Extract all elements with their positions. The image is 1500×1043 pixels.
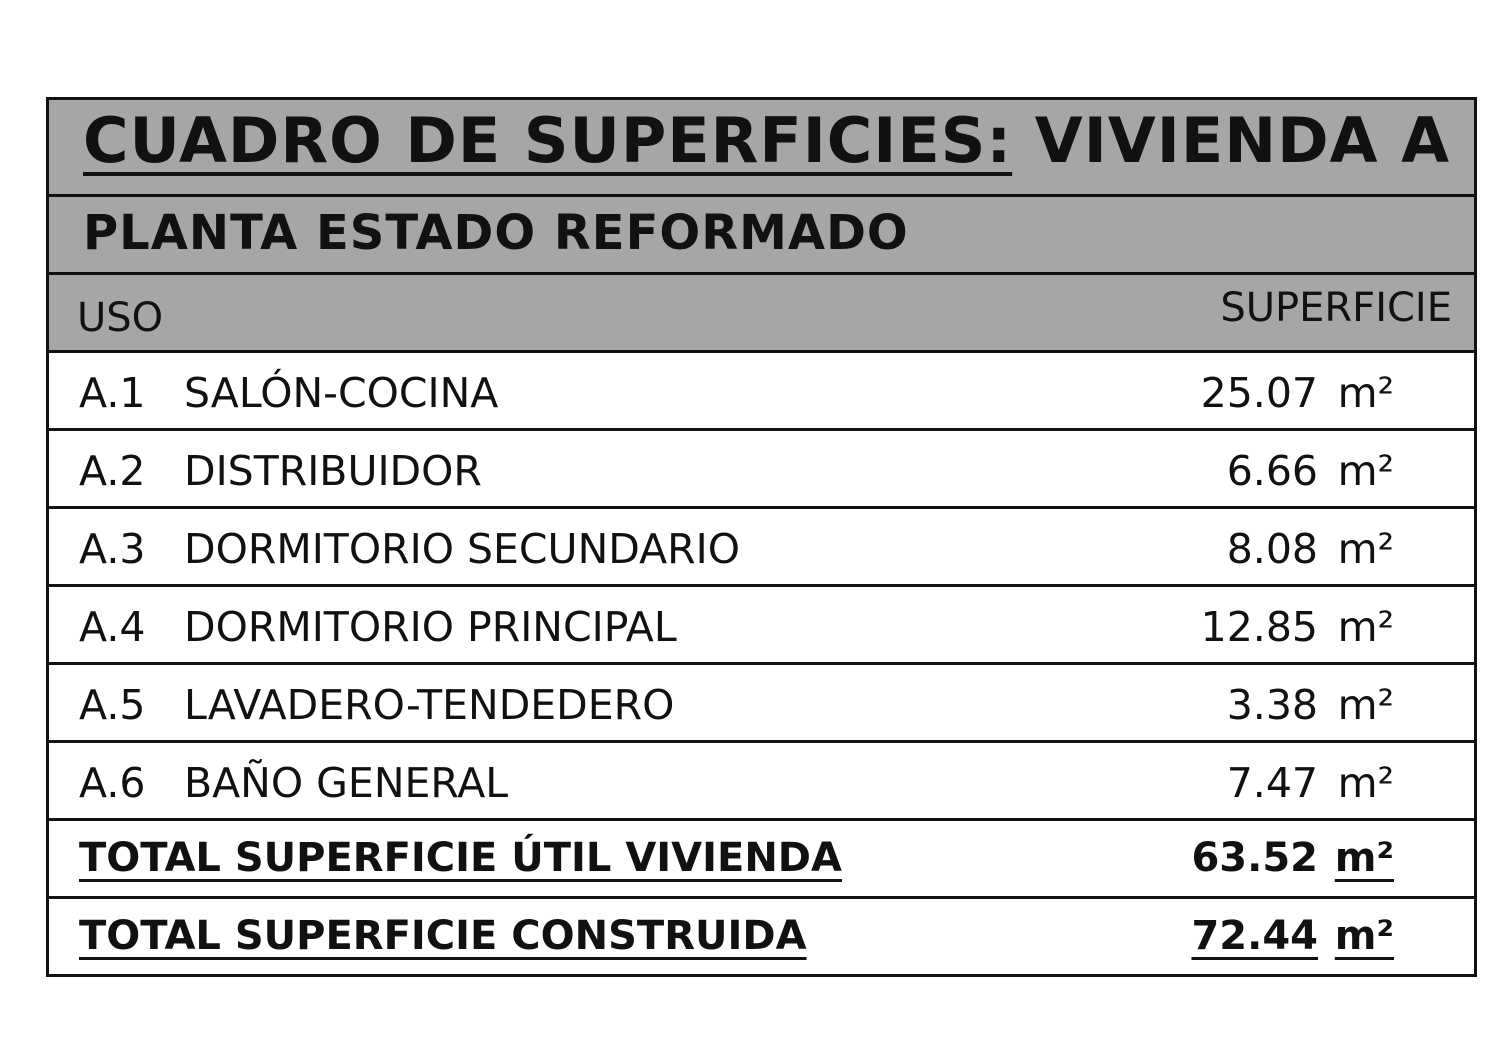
surface-table: [46, 97, 1477, 977]
table-row: [49, 587, 1474, 665]
room-code: A.5: [79, 681, 146, 729]
room-area-unit: m²: [1337, 603, 1394, 651]
table-row: [49, 509, 1474, 587]
room-code: A.3: [79, 525, 146, 573]
room-name: DISTRIBUIDOR: [184, 447, 482, 495]
table-title-row: [49, 100, 1474, 197]
room-name: BAÑO GENERAL: [184, 759, 509, 807]
room-area-unit: m²: [1337, 759, 1394, 807]
total-useful-unit: m²: [1334, 835, 1394, 881]
room-name: DORMITORIO SECUNDARIO: [184, 525, 740, 573]
room-area-unit: m²: [1337, 525, 1394, 573]
room-area-value: 8.08: [1226, 525, 1318, 573]
room-area-unit: m²: [1337, 369, 1394, 417]
total-built-row: [49, 899, 1474, 977]
table-row: [49, 743, 1474, 821]
room-area-value: 7.47: [1226, 759, 1318, 807]
total-built-value: 72.44: [1191, 913, 1318, 959]
table-title: [83, 104, 1450, 177]
total-useful-row: [49, 821, 1474, 899]
room-area-value: 25.07: [1200, 369, 1318, 417]
room-area-value: 3.38: [1226, 681, 1318, 729]
total-useful-value: 63.52: [1191, 835, 1318, 881]
column-header-row: [49, 275, 1474, 353]
total-useful-label: TOTAL SUPERFICIE ÚTIL VIVIENDA: [79, 835, 842, 881]
column-header-uso: USO: [77, 295, 164, 341]
room-code: A.1: [79, 369, 146, 417]
column-header-superficie: SUPERFICIE: [1220, 285, 1452, 331]
room-area-unit: m²: [1337, 447, 1394, 495]
room-code: A.6: [79, 759, 146, 807]
room-code: A.2: [79, 447, 146, 495]
table-row: [49, 353, 1474, 431]
room-name: DORMITORIO PRINCIPAL: [184, 603, 677, 651]
total-built-unit: m²: [1334, 913, 1394, 959]
table-row: [49, 431, 1474, 509]
room-area-value: 12.85: [1200, 603, 1318, 651]
total-built-label: TOTAL SUPERFICIE CONSTRUIDA: [79, 913, 807, 959]
table-title-underlined: CUADRO DE SUPERFICIES:: [83, 104, 1013, 177]
table-title-rest: VIVIENDA A: [1012, 104, 1451, 177]
room-name: SALÓN-COCINA: [184, 369, 499, 417]
table-subtitle: PLANTA ESTADO REFORMADO: [83, 205, 909, 261]
room-area-unit: m²: [1337, 681, 1394, 729]
table-subtitle-row: [49, 197, 1474, 275]
table-row: [49, 665, 1474, 743]
room-area-value: 6.66: [1226, 447, 1318, 495]
room-name: LAVADERO-TENDEDERO: [184, 681, 675, 729]
room-code: A.4: [79, 603, 146, 651]
